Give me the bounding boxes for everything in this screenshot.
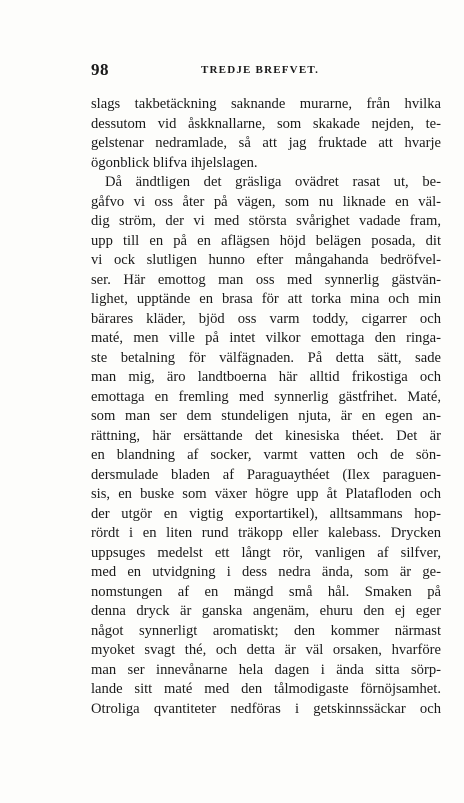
text-line: sis, en buske som växer högre upp åt Platafloden och bbox=[91, 486, 441, 503]
text-line: uppsuges medelst ett långt rör, vanligen af silfver, bbox=[91, 544, 441, 561]
text-line: gelstenar nedramlade, så att jag fruktade att hvarje bbox=[91, 135, 441, 152]
body-text bbox=[91, 95, 441, 720]
text-line: man mig, äro landtboerna här alltid frikostiga och bbox=[91, 369, 441, 386]
text-line: en blandning af socker, varmt vatten och de sön- bbox=[91, 447, 441, 464]
text-line: nomstungen af en mängd små hål. Smaken på bbox=[91, 583, 441, 600]
text-line: dessutom vid åskknallarne, som skakade nejden, te- bbox=[91, 115, 441, 132]
text-line: bärares kläder, bjöd oss varm toddy, cigarrer och bbox=[91, 310, 441, 327]
text-line: med en utvidgning i dess nedra ända, som är ge- bbox=[91, 564, 441, 581]
text-line: vi ock slutligen hunno efter mångahanda bedröfvel- bbox=[91, 252, 441, 269]
text-line: ögonblick blifva ihjelslagen. bbox=[91, 154, 258, 171]
text-line: Då ändtligen det gräsliga ovädret rasat ut, be- bbox=[105, 174, 441, 191]
page-header bbox=[85, 60, 385, 80]
text-line: lande sitt maté med den tålmodigaste förnöjsamhet. bbox=[91, 681, 441, 698]
text-line: emottaga en fremling med synnerlig gästfrihet. Maté, bbox=[91, 388, 441, 405]
text-line: rördt i en liten rund träkopp eller kalebass. Drycken bbox=[91, 525, 441, 542]
text-line: dig ström, der vi med största svårighet vadade fram, bbox=[91, 213, 441, 230]
text-line: der utgör en vigtig exportartikel), alltsammans hop- bbox=[91, 505, 441, 522]
text-line: som man ser dem stundeligen njuta, är en egen an- bbox=[91, 408, 441, 425]
page-number: 98 bbox=[91, 60, 109, 79]
text-line: något synnerligt aromatiskt; den kommer närmast bbox=[91, 622, 441, 639]
text-line: ste betalning för välfägnaden. På detta sätt, sade bbox=[91, 349, 441, 366]
text-line: Otroliga qvantiteter nedföras i getskinnssäckar och bbox=[91, 700, 441, 717]
text-line: slags takbetäckning saknande murarne, från hvilka bbox=[91, 96, 441, 112]
text-line: myoket svagt thé, och detta är väl orsaken, hvarföre bbox=[91, 642, 441, 659]
text-line: denna dryck är ganska angenäm, ehuru den ej eger bbox=[91, 603, 441, 620]
text-line: ser. Här emottog man oss med synnerlig gästvän- bbox=[91, 271, 441, 288]
text-line: gåfvo vi oss åter på vägen, som nu liknade en väl- bbox=[91, 193, 441, 210]
running-title: TREDJE BREFVET. bbox=[201, 64, 320, 76]
text-line: man ser innevånarne hela dagen i ända sitta sörp- bbox=[91, 661, 441, 678]
text-line: rättning, här ersättande det kinesiska théet. Det är bbox=[91, 427, 441, 444]
text-line: lighet, upptände en brasa för att torka mina och min bbox=[91, 291, 441, 308]
text-line: dersmulade bladen af Paraguaythéet (Ilex paraguen- bbox=[91, 466, 441, 483]
text-line: maté, men ville på intet vilkor emottaga den ringa- bbox=[91, 330, 441, 347]
text-line: upp till en på en aflägsen höjd belägen posada, dit bbox=[91, 232, 441, 249]
